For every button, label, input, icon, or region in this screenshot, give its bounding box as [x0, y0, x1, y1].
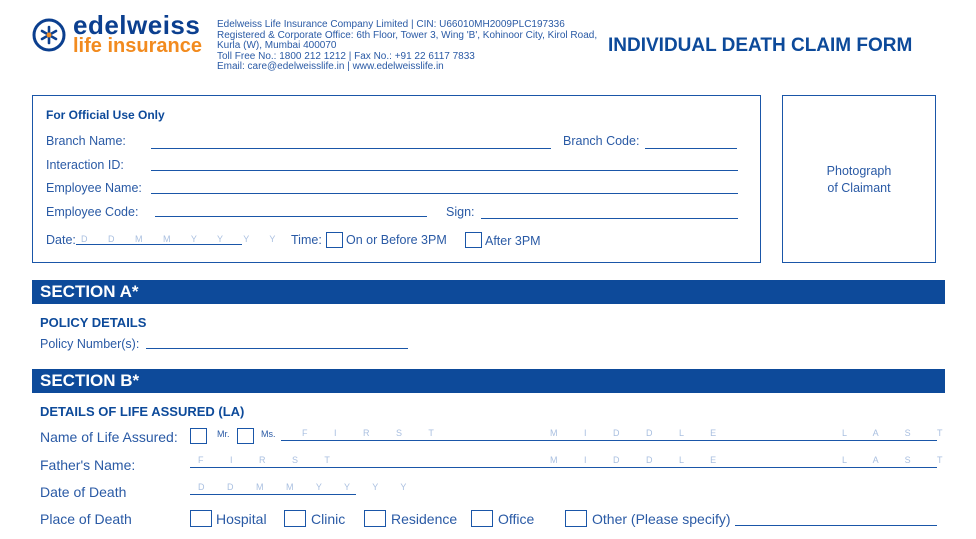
office-checkbox[interactable]	[471, 510, 493, 527]
photo-label-line2: of Claimant	[827, 181, 891, 195]
mr-checkbox[interactable]	[190, 428, 207, 444]
before-3pm-label: On or Before 3PM	[346, 233, 447, 247]
other-label: Other (Please specify)	[592, 511, 731, 527]
policy-number-label: Policy Number(s):	[40, 337, 140, 351]
sign-field[interactable]	[481, 218, 738, 219]
hospital-checkbox[interactable]	[190, 510, 212, 527]
father-last-hint: L A S T	[842, 455, 955, 465]
clinic-label: Clinic	[311, 511, 346, 527]
death-date-hint: D D M M Y Y Y Y	[198, 482, 417, 492]
other-checkbox[interactable]	[565, 510, 587, 527]
section-b-header	[32, 369, 945, 393]
date-hint: D D M M Y Y Y Y	[81, 234, 285, 244]
official-use-title: For Official Use Only	[46, 108, 165, 122]
la-last-hint: L A S T	[842, 428, 955, 438]
death-date-label: Date of Death	[40, 484, 127, 500]
other-specify-field[interactable]	[735, 525, 937, 526]
company-details	[217, 20, 597, 73]
residence-checkbox[interactable]	[364, 510, 386, 527]
la-middle-hint: M I D D L E	[550, 428, 729, 438]
company-line: Registered & Corporate Office: 6th Floor, Tower 3, Wing 'B', Kohinoor City, Kirol Road,	[217, 29, 598, 41]
employee-name-field[interactable]	[151, 193, 738, 194]
life-assured-heading: DETAILS OF LIFE ASSURED (LA)	[40, 404, 245, 419]
clinic-checkbox[interactable]	[284, 510, 306, 527]
before-3pm-checkbox[interactable]	[326, 232, 343, 248]
father-name-label: Father's Name:	[40, 457, 136, 473]
ms-checkbox[interactable]	[237, 428, 254, 444]
date-label: Date:	[46, 233, 76, 247]
branch-code-field[interactable]	[645, 148, 737, 149]
policy-details-heading: POLICY DETAILS	[40, 315, 147, 330]
branch-name-field[interactable]	[151, 148, 551, 149]
la-name-field[interactable]	[281, 440, 937, 441]
photo-label-line1: Photograph	[826, 164, 892, 178]
la-name-label: Name of Life Assured:	[40, 429, 178, 445]
company-line: Toll Free No.: 1800 212 1212 | Fax No.: +91 22 6117 7833	[217, 50, 475, 62]
company-line: Edelweiss Life Insurance Company Limited | CIN: U66010MH2009PLC197336	[217, 19, 565, 30]
after-3pm-checkbox[interactable]	[465, 232, 482, 248]
death-place-label: Place of Death	[40, 511, 132, 527]
sign-label: Sign:	[446, 205, 475, 219]
la-first-hint: F I R S T	[302, 428, 446, 438]
residence-label: Residence	[391, 511, 458, 527]
father-name-field[interactable]	[190, 467, 937, 468]
time-label: Time:	[291, 233, 322, 247]
hospital-label: Hospital	[216, 511, 267, 527]
form-title: INDIVIDUAL DEATH CLAIM FORM	[608, 35, 913, 56]
interaction-id-field[interactable]	[151, 170, 738, 171]
father-first-hint: F I R S T	[198, 455, 342, 465]
interaction-id-label: Interaction ID:	[46, 158, 124, 172]
death-date-field[interactable]	[190, 494, 356, 495]
branch-code-label: Branch Code:	[563, 134, 640, 148]
employee-name-label: Employee Name:	[46, 181, 142, 195]
company-line: Kurla (W), Mumbai 400070	[217, 40, 337, 51]
ms-label: Ms.	[261, 429, 276, 439]
company-line: Email: care@edelweisslife.in | www.edelweisslife.in	[217, 61, 444, 72]
section-b-title: SECTION B*	[40, 371, 140, 390]
photograph-box[interactable]	[782, 95, 936, 263]
logo-wordmark: edelweiss	[73, 10, 201, 40]
section-a-header	[32, 280, 945, 304]
section-a-title: SECTION A*	[40, 282, 139, 301]
edelweiss-logo-icon	[32, 18, 66, 52]
employee-code-field[interactable]	[155, 216, 427, 217]
date-field[interactable]	[76, 244, 242, 245]
father-middle-hint: M I D D L E	[550, 455, 729, 465]
logo-tagline: life insurance	[73, 35, 202, 57]
after-3pm-label: After 3PM	[485, 234, 541, 248]
office-label: Office	[498, 511, 535, 527]
employee-code-label: Employee Code:	[46, 205, 139, 219]
policy-number-field[interactable]	[146, 348, 408, 349]
branch-name-label: Branch Name:	[46, 134, 126, 148]
mr-label: Mr.	[217, 429, 230, 439]
